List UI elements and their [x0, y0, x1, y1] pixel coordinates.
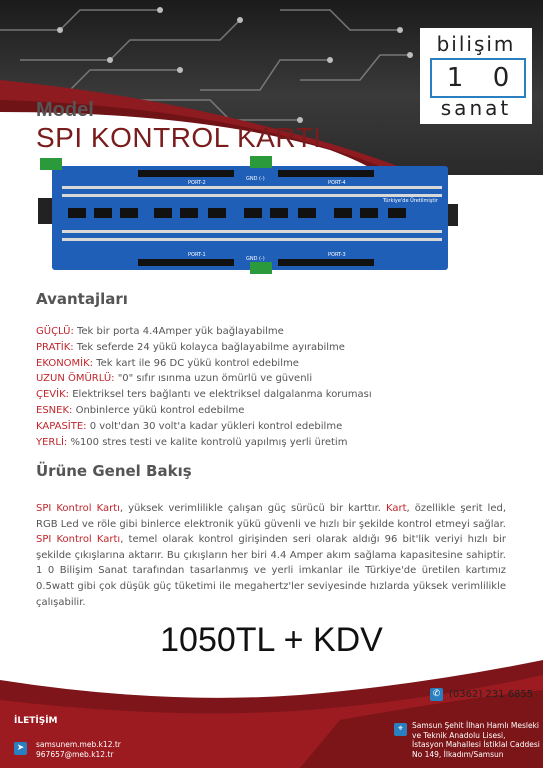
list-item: ÇEVİK: Elektriksel ters bağlantı ve elektriksel dalgalanma koruması	[36, 389, 372, 401]
advantages-heading: Avantajları	[36, 290, 128, 308]
overview-heading: Ürüne Genel Bakış	[36, 462, 192, 480]
list-item: YERLİ: %100 stres testi ve kalite kontrolü yapılmış yerli üretim	[36, 436, 348, 448]
board-gnd-label: GND (-)	[246, 176, 265, 182]
board-port-label: PORT-1	[188, 252, 206, 258]
logo-digit-0: 0	[492, 63, 510, 93]
board-port-label: PORT-3	[328, 252, 346, 258]
list-item: EKONOMİK: Tek kart ile 96 DC yükü kontrol edebilme	[36, 357, 299, 369]
list-item: KAPASİTE: 0 volt'dan 30 volt'a kadar yükleri kontrol edebilme	[36, 420, 343, 432]
footer	[0, 660, 543, 768]
advantages-list	[36, 324, 372, 450]
model-label: Model	[36, 99, 94, 121]
board-maker-text: Türkiye'de Üretilmiştir	[383, 198, 438, 204]
price-label: 1050TL + KDV	[160, 621, 383, 659]
contact-phone: (0362) 231 6855	[449, 689, 534, 700]
contact-email-1: samsunem.meb.k12.tr	[36, 740, 121, 749]
overview-paragraph: SPI Kontrol Kartı, yüksek verimlilikle çalışan güç sürücü bir karttır. Kart, özellikle şerit led, RGB Led ve röle gibi binlerce elektronik yükü güvenli ve hızlı bir şekilde kontrol etmeyi sağlar. SPI Kontrol Kartı, temel olarak kontrol girişinden seri olarak aldığı 96 bit'lik veriyi hızlı bir şekilde çıkışlarına aktarır. Bu çıkışların her biri 4.4 Amper akım sağlama kapasitesine sahiptir. 1 0 Bilişim Sanat tarafından tasarlanmış ve yerli imkanlar ile Türkiye'de üretilen kartımız 0.5watt gibi çok düşük güç tüketimi ile megahertz'ler seviyesinde hızlarda yüksek verimlilikle çalışabilir.	[36, 503, 507, 608]
list-item: PRATİK: Tek seferde 24 yükü kolayca bağlayabilme ayırabilme	[36, 341, 345, 353]
contact-email-2: 967657@meb.k12.tr	[36, 750, 114, 759]
logo-digit-1: 1	[446, 63, 464, 93]
logo-bottom-text: sanat	[440, 96, 512, 120]
send-icon: ➤	[14, 742, 27, 755]
board-port-label: PORT-4	[328, 180, 346, 186]
location-pin-icon: ⌖	[394, 723, 407, 736]
brand-logo	[420, 28, 532, 124]
page-title: SPI KONTROL KARTI	[36, 122, 322, 153]
spi-board-image	[38, 156, 460, 276]
board-gnd-label: GND (-)	[246, 256, 265, 262]
logo-top-text: bilişim	[436, 32, 516, 56]
board-port-label: PORT-2	[188, 180, 206, 186]
list-item: ESNEK: Onbinlerce yükü kontrol edebilme	[36, 404, 245, 416]
list-item: GÜÇLÜ: Tek bir porta 4.4Amper yük bağlayabilme	[36, 326, 284, 337]
logo-number-box	[430, 58, 526, 98]
contact-address: Samsun Şehit İlhan Hamlı Mesleki ve Teknik Anadolu Lisesi, İstasyon Mahallesi İstiklal Caddesi No 149, İlkadım/Samsun	[412, 721, 540, 759]
contact-heading: İLETİŞİM	[14, 716, 58, 726]
list-item: UZUN ÖMÜRLÜ: "0" sıfır ısınma uzun ömürlü ve güvenli	[36, 373, 313, 385]
phone-icon: ✆	[430, 688, 443, 701]
